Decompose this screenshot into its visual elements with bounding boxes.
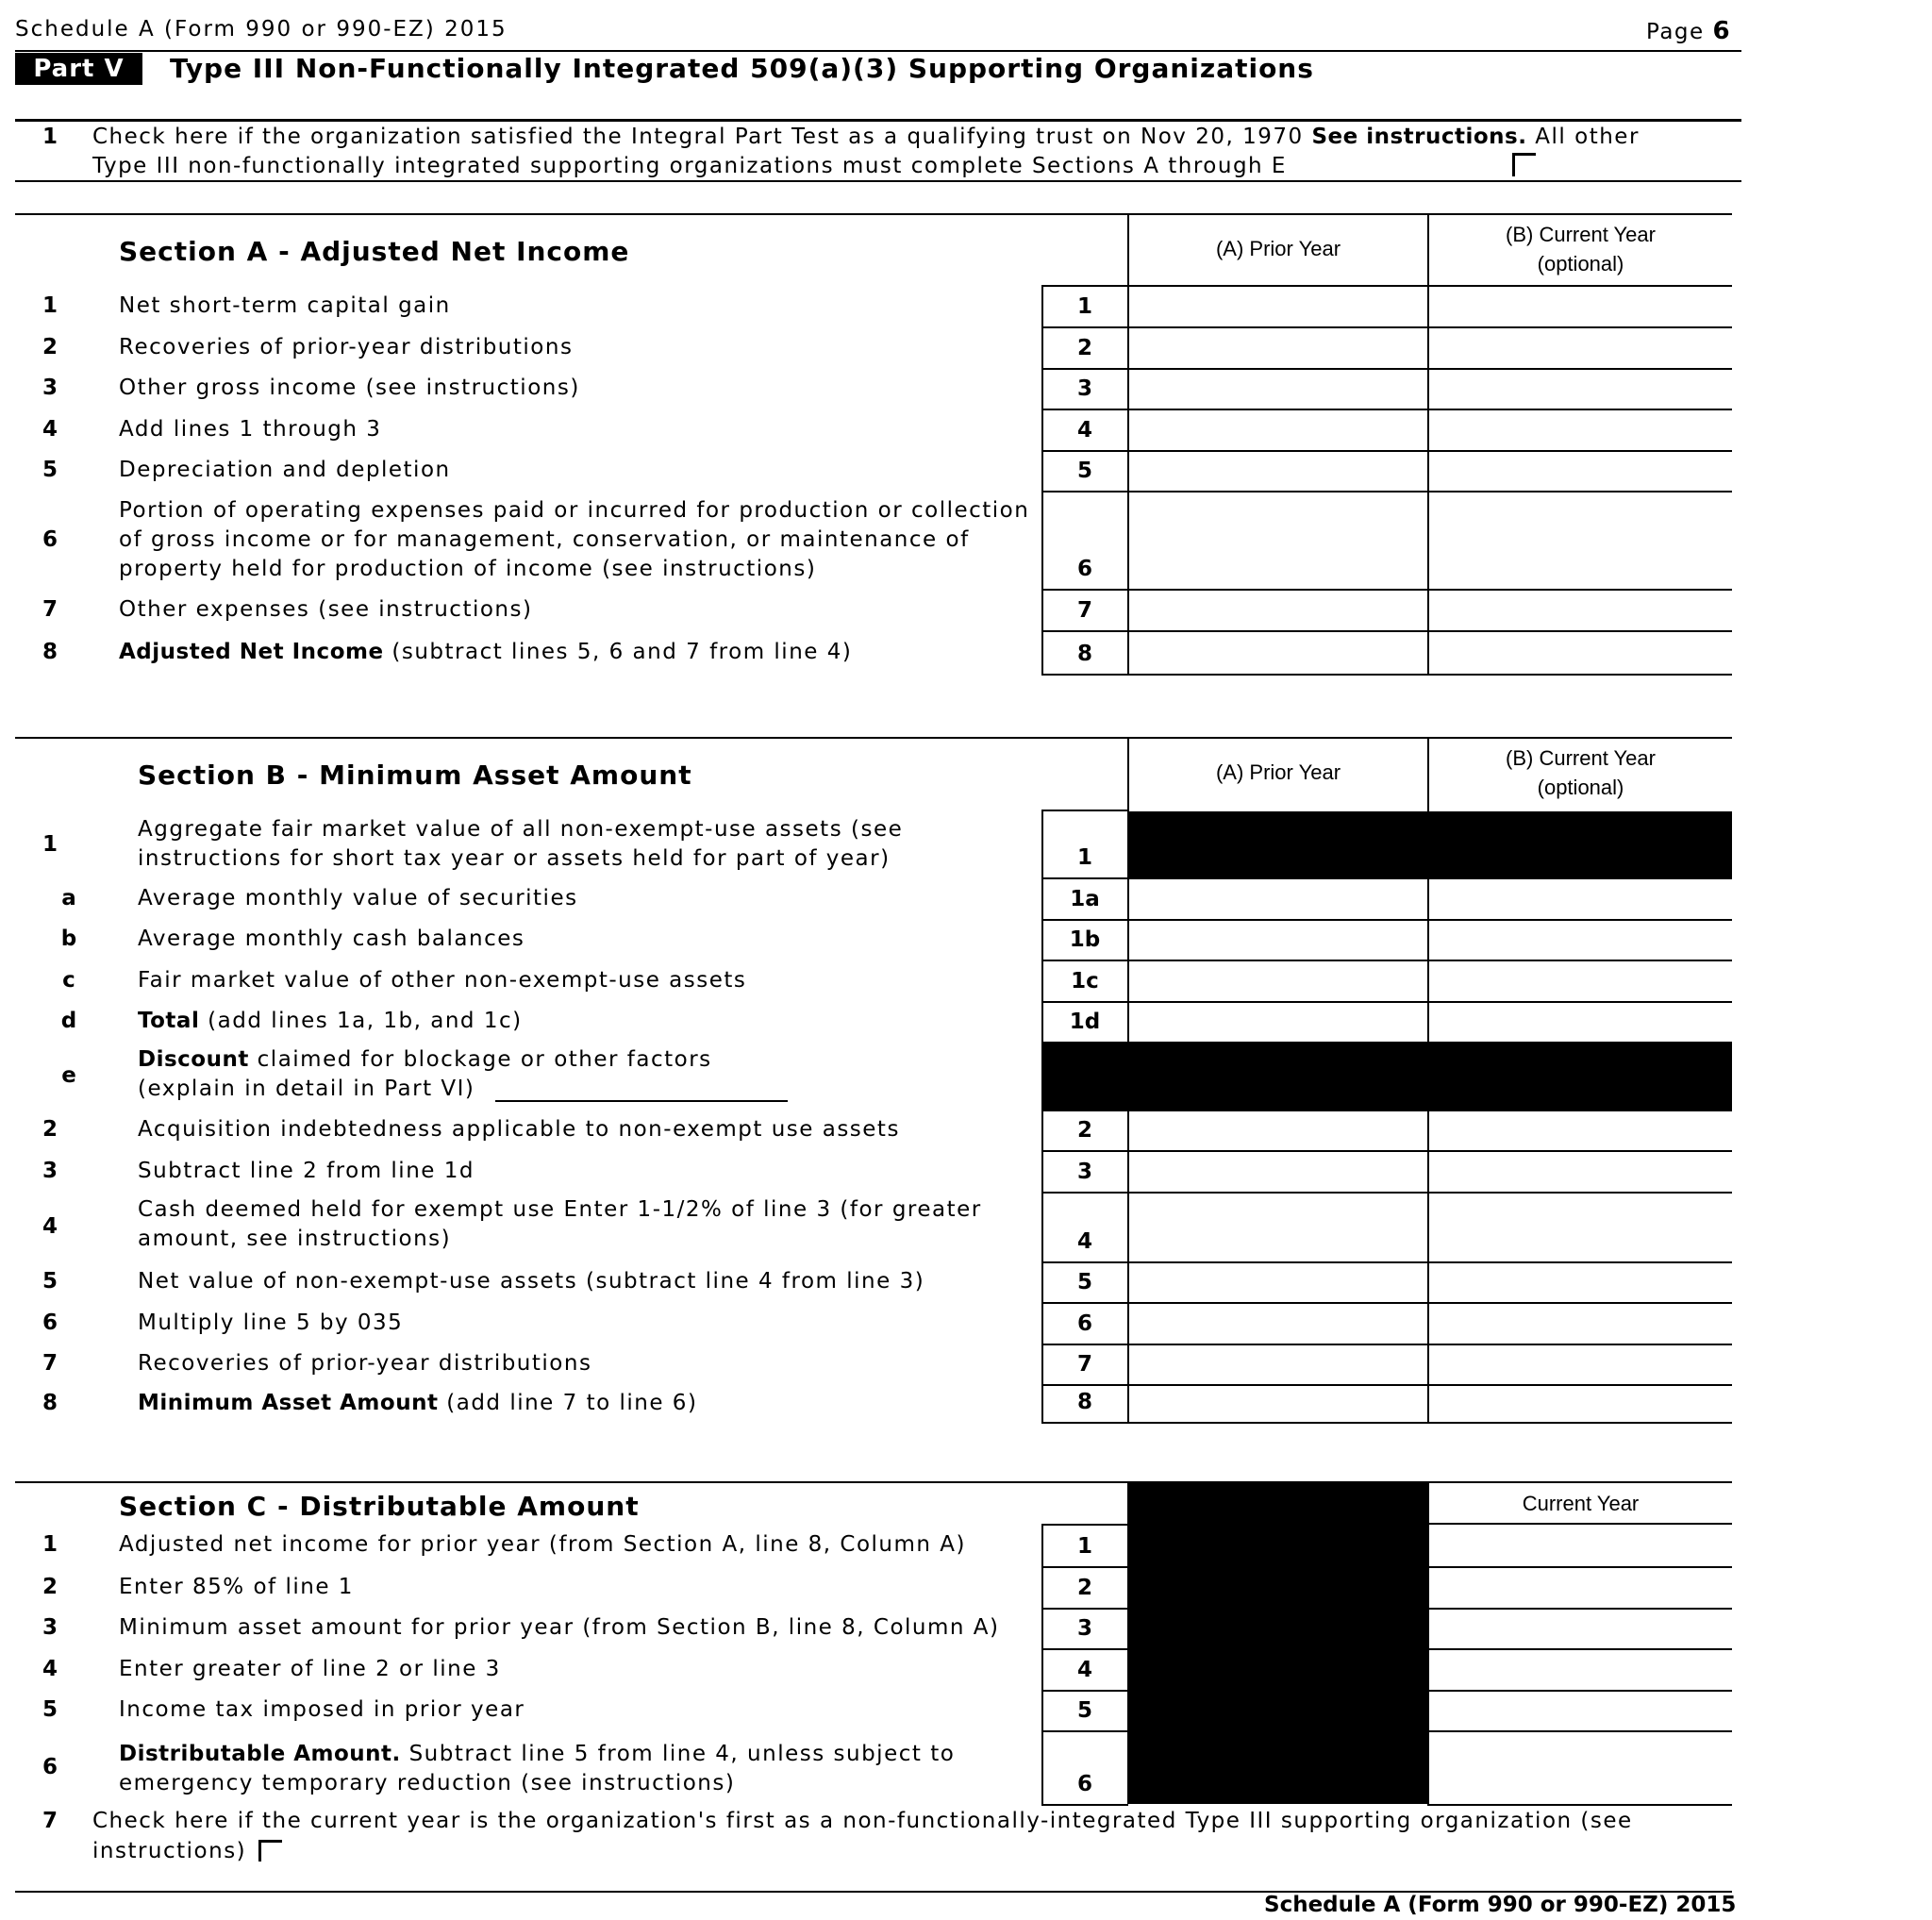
- section-b-line-text: Subtract line 2 from line 1d: [138, 1158, 475, 1183]
- section-a-prior-year-input[interactable]: [1129, 288, 1427, 326]
- section-a-box-number: 1: [1076, 294, 1092, 319]
- section-a-line-number: 5: [42, 458, 58, 482]
- section-a-col-b-header: (B) Current Year: [1506, 223, 1656, 246]
- section-b-line-number: 5: [42, 1269, 58, 1294]
- section-a-current-year-input[interactable]: [1429, 493, 1732, 589]
- section-b-line-text: Average monthly cash balances: [138, 927, 525, 951]
- section-a-row-rule: [1041, 674, 1732, 676]
- section-b-line-number: c: [62, 967, 75, 993]
- section-b-col-b-sub: (optional): [1537, 776, 1624, 799]
- section-b-line-label: [138, 1007, 523, 1036]
- section-b-box-number: 2: [1076, 1118, 1092, 1143]
- section-a-box-number: 7: [1076, 598, 1092, 623]
- section-a-line-number: 2: [42, 334, 58, 359]
- section-b-line-text: Acquisition indebtedness applicable to non-exempt use assets: [138, 1117, 900, 1142]
- section-b-explain-blank[interactable]: [495, 1100, 788, 1102]
- page-number: 6: [1712, 17, 1732, 45]
- section-c-line-label: Minimum asset amount for prior year (from Section B, line 8, Column A): [119, 1615, 1000, 1640]
- section-c-box-rule: [1041, 1690, 1128, 1692]
- section-a-line-label: [119, 595, 532, 625]
- section-b-box-top: [1041, 810, 1128, 811]
- section-c-box-rule: [1041, 1566, 1128, 1568]
- section-b-line-number: d: [60, 1009, 77, 1033]
- section-a-current-year-input[interactable]: [1429, 410, 1732, 450]
- section-a-current-year-input[interactable]: [1429, 591, 1732, 630]
- section-c-box-number: 4: [1076, 1658, 1092, 1682]
- section-c-hdr-bottom: [1427, 1523, 1732, 1525]
- section-a-line-label: [119, 292, 451, 321]
- section-a-hdr-bottom: [1041, 285, 1732, 287]
- section-a-line-text: Add lines 1 through 3: [119, 416, 382, 442]
- section-c-line-number: 4: [42, 1656, 58, 1681]
- section-a-line-number: 8: [42, 639, 58, 664]
- section-a-current-year-input[interactable]: [1429, 452, 1732, 491]
- section-b-box-number: 4: [1076, 1229, 1092, 1254]
- section-c-line-label: Adjusted net income for prior year (from Section A, line 8, Column A): [119, 1532, 967, 1557]
- section-a-current-year-input[interactable]: [1429, 288, 1732, 326]
- section-c-line-text: Subtract line 5 from line 4, unless subject to emergency temporary reduction (see instructions): [119, 1742, 956, 1795]
- section-b-prior-year-input[interactable]: [1129, 1304, 1427, 1344]
- section-c-row-rule: [1427, 1804, 1732, 1806]
- section-b-current-year-input[interactable]: [1429, 1263, 1732, 1302]
- section-b-line-label: [138, 1389, 697, 1418]
- section-b-line-text: claimed for blockage or other factors: [257, 1047, 712, 1072]
- section-b-line-text: (add lines 1a, 1b, and 1c): [208, 1009, 523, 1033]
- section-b-box-number: 1c: [1071, 969, 1099, 993]
- section-b-current-year-input[interactable]: [1429, 1345, 1732, 1384]
- section-a-line-number: 1: [42, 293, 58, 318]
- section-a-line-text: Depreciation and depletion: [119, 458, 451, 482]
- section-c-line7-text: [92, 1807, 1696, 1866]
- section-b-current-year-input[interactable]: [1429, 1003, 1732, 1042]
- section-b-current-year-input[interactable]: [1429, 921, 1732, 960]
- part-title: Type III Non-Functionally Integrated 509(a)(3) Supporting Organizations: [170, 53, 1314, 84]
- section-a-col-b-sub: (optional): [1537, 252, 1624, 275]
- section-c-line-number: 5: [42, 1697, 58, 1722]
- section-a-line-number: 3: [42, 376, 58, 400]
- section-c-line-label: Enter greater of line 2 or line 3: [119, 1656, 501, 1681]
- section-c-box-rule: [1041, 1804, 1128, 1806]
- section-c-line-label: Income tax imposed in prior year: [119, 1697, 525, 1722]
- section-b-line-text: Recoveries of prior-year distributions: [138, 1351, 592, 1376]
- section-c-top-rule: [15, 1481, 1732, 1483]
- section-a-current-year-input[interactable]: [1429, 328, 1732, 368]
- section-b-current-year-input[interactable]: [1429, 1386, 1732, 1422]
- section-b-line-number: 8: [42, 1390, 58, 1415]
- section-b-line-e-text2: (explain in detail in Part VI): [138, 1077, 475, 1101]
- section-c-box-number: 3: [1076, 1616, 1092, 1641]
- section-c-line-number: 1: [42, 1532, 58, 1557]
- section-c-line7-number: 7: [42, 1809, 58, 1833]
- first-year-checkbox[interactable]: [258, 1840, 282, 1862]
- section-c-shaded-col: [1127, 1482, 1427, 1804]
- section-b-prior-year-input[interactable]: [1129, 879, 1427, 919]
- section-b-line-text: Fair market value of other non-exempt-use assets: [138, 967, 747, 993]
- section-b-box-number: 6: [1076, 1311, 1092, 1336]
- section-c-current-year-input[interactable]: [1429, 1610, 1732, 1648]
- section-a-prior-year-input[interactable]: [1129, 328, 1427, 368]
- section-b-line1-shaded: [1127, 811, 1732, 877]
- section-b-line-label: [138, 1309, 403, 1338]
- section-b-line-label: [138, 966, 746, 995]
- section-b-current-year-input[interactable]: [1429, 961, 1732, 1001]
- section-a-line-label: [119, 415, 381, 444]
- section-c-title: Section C - Distributable Amount: [119, 1491, 640, 1522]
- section-c-box-top: [1041, 1524, 1128, 1526]
- section-a-line-number: 7: [42, 596, 58, 622]
- section-b-prior-year-input[interactable]: [1129, 1386, 1427, 1422]
- section-c-box-number: 2: [1076, 1576, 1092, 1600]
- section-c-current-year-input[interactable]: [1429, 1526, 1732, 1566]
- section-a-box-number: 8: [1076, 642, 1092, 666]
- section-a-line-bold: Adjusted Net Income: [119, 639, 384, 664]
- section-b-line-number: 1: [42, 831, 58, 857]
- section-a-line-text: Other expenses (see instructions): [119, 596, 533, 622]
- section-b-line-bold: Total: [138, 1009, 200, 1033]
- section-b-line-text: Average monthly value of securities: [138, 885, 578, 910]
- section-b-line-bold: Minimum Asset Amount: [138, 1390, 439, 1415]
- section-a-prior-year-input[interactable]: [1129, 632, 1427, 674]
- section-b-current-year-input[interactable]: [1429, 1304, 1732, 1344]
- section-c-line-number: 3: [42, 1615, 58, 1640]
- header-rule: [15, 50, 1741, 52]
- section-a-line-label: Portion of operating expenses paid or incurred for production or collection of gross income or for management, conservation, or maintenance of property held for production of income (see instructions): [119, 498, 1030, 581]
- section-c-box-number: 5: [1076, 1698, 1092, 1723]
- section-b-line-number: 6: [42, 1310, 58, 1335]
- section-b-box-number: 7: [1076, 1352, 1092, 1377]
- section-b-line-number: 7: [42, 1351, 58, 1376]
- section-b-line-number: 2: [42, 1117, 58, 1142]
- section-b-box-number: 1a: [1070, 887, 1100, 911]
- section-a-title: Section A - Adjusted Net Income: [119, 236, 630, 267]
- section-c-col-header: Current Year: [1522, 1492, 1640, 1515]
- section-c-current-year-input[interactable]: [1429, 1650, 1732, 1690]
- section-c-current-year-input[interactable]: [1429, 1692, 1732, 1730]
- section-b-line-number: a: [61, 885, 76, 910]
- form-title: Schedule A (Form 990 or 990-EZ) 2015: [15, 17, 508, 42]
- section-b-prior-year-input[interactable]: [1129, 1152, 1427, 1192]
- section-a-prior-year-input[interactable]: [1129, 493, 1427, 589]
- section-b-title: Section B - Minimum Asset Amount: [138, 760, 692, 791]
- section-b-current-year-input[interactable]: [1429, 879, 1732, 919]
- section-b-line-e-explain: [138, 1075, 475, 1104]
- section-b-box-number: 5: [1076, 1270, 1092, 1294]
- section-c-box-number: 1: [1076, 1534, 1092, 1559]
- section-a-line-label: [119, 456, 451, 485]
- section-b-line-label: [138, 884, 578, 913]
- section-c-line-label: Enter 85% of line 1: [119, 1574, 354, 1599]
- section-a-line-text: Net short-term capital gain: [119, 293, 451, 318]
- section-b-line-label: Aggregate fair market value of all non-exempt-use assets (see instructions for short tax year or assets held for part of year): [138, 817, 904, 871]
- section-b-line-text: (add line 7 to line 6): [446, 1390, 698, 1415]
- section-b-line-text: Net value of non-exempt-use assets (subtract line 4 from line 3): [138, 1269, 925, 1294]
- section-a-box-number: 6: [1076, 557, 1092, 581]
- part-label-box: [15, 53, 142, 85]
- section-b-line-number: e: [61, 1062, 76, 1088]
- section-b-line-label: [138, 925, 525, 954]
- section-a-current-year-input[interactable]: [1429, 632, 1732, 674]
- section-a-line-number: 6: [42, 526, 58, 552]
- section-a-box-number: 5: [1076, 459, 1092, 483]
- rule-bottom-line1: [15, 180, 1741, 182]
- section-c-current-year-input[interactable]: [1429, 1732, 1732, 1804]
- section-b-box-number: 1: [1076, 845, 1092, 870]
- section-b-line-number: 3: [42, 1158, 58, 1183]
- section-b-box-number: 8: [1076, 1390, 1092, 1414]
- section-b-col-b-header: (B) Current Year: [1506, 746, 1656, 770]
- section-c-line-label: [119, 1740, 1024, 1798]
- section-b-line-label: [138, 1267, 924, 1296]
- section-b-prior-year-input[interactable]: [1129, 1263, 1427, 1302]
- section-a-line-number: 4: [42, 416, 58, 442]
- section-c-box-rule: [1041, 1730, 1128, 1732]
- section-c-line-number: 6: [42, 1754, 58, 1779]
- section-b-current-year-input[interactable]: [1429, 1152, 1732, 1192]
- section-b-prior-year-input[interactable]: [1129, 1194, 1427, 1261]
- section-a-prior-year-input[interactable]: [1129, 370, 1427, 409]
- section-a-line-text: Recoveries of prior-year distributions: [119, 334, 574, 359]
- section-a-line-label: [119, 374, 580, 403]
- section-b-prior-year-input[interactable]: [1129, 921, 1427, 960]
- line1-number: 1: [42, 125, 58, 149]
- section-c-line-bold: Distributable Amount.: [119, 1742, 401, 1766]
- section-c-box-rule: [1041, 1648, 1128, 1650]
- section-b-line-label: [138, 1349, 591, 1378]
- line1-text-c: Type III non-functionally integrated supporting organizations must complete Sections A through E: [92, 154, 1287, 178]
- section-b-line-text: Multiply line 5 by 035: [138, 1310, 404, 1335]
- section-b-line-e-shaded: [1043, 1043, 1732, 1110]
- section-b-col-a-header: (A) Prior Year: [1215, 760, 1341, 784]
- section-a-line-text: (subtract lines 5, 6 and 7 from line 4): [391, 639, 853, 664]
- section-b-line-label: Cash deemed held for exempt use Enter 1-1/2% of line 3 (for greater amount, see instructions): [138, 1197, 982, 1251]
- section-b-row-rule: [1041, 1042, 1732, 1043]
- section-b-line-label: [138, 1045, 712, 1075]
- section-b-prior-year-input[interactable]: [1129, 1111, 1427, 1150]
- line1-text-b: All other: [1535, 125, 1640, 149]
- section-b-line-number: b: [60, 927, 77, 951]
- section-c-box-number: 6: [1076, 1772, 1092, 1796]
- section-a-box-number: 4: [1076, 418, 1092, 442]
- section-b-top-rule: [15, 737, 1732, 739]
- section-b-line-label: [138, 1157, 475, 1186]
- line1-text-a: Check here if the organization satisfied the Integral Part Test as a qualifying trust on Nov 20, 1970: [92, 125, 1304, 149]
- line1-text: [92, 123, 1640, 152]
- page-indicator: [1646, 17, 1731, 47]
- rule-top-line1: [15, 119, 1741, 122]
- section-c-line7-label: Check here if the current year is the organization's first as a non-functionally-integrated Type III supporting organization (see instructions): [92, 1809, 1633, 1863]
- section-b-line-bold: Discount: [138, 1047, 249, 1072]
- section-a-current-year-input[interactable]: [1429, 370, 1732, 409]
- section-a-line-text: Other gross income (see instructions): [119, 376, 580, 400]
- section-c-current-year-input[interactable]: [1429, 1568, 1732, 1608]
- section-a-col-a-header: (A) Prior Year: [1215, 237, 1341, 260]
- section-b-row-rule: [1041, 1422, 1732, 1424]
- section-c-box-rule: [1041, 1608, 1128, 1610]
- section-a-box-number: 2: [1076, 336, 1092, 360]
- section-b-prior-year-input[interactable]: [1129, 1003, 1427, 1042]
- section-a-box-number: 3: [1076, 376, 1092, 401]
- section-b-prior-year-input[interactable]: [1129, 961, 1427, 1001]
- section-b-current-year-input[interactable]: [1429, 1111, 1732, 1150]
- section-a-line-label: [119, 638, 852, 667]
- footer-form-title: Schedule A (Form 990 or 990-EZ) 2015: [1264, 1893, 1737, 1917]
- section-b-prior-year-input[interactable]: [1129, 1345, 1427, 1384]
- section-b-current-year-input[interactable]: [1429, 1194, 1732, 1261]
- line1-see-instructions: See instructions.: [1311, 125, 1527, 149]
- section-c-line-number: 2: [42, 1574, 58, 1599]
- integral-part-test-checkbox[interactable]: [1512, 153, 1536, 176]
- section-b-line-number: 4: [42, 1213, 58, 1239]
- section-a-top-rule: [15, 213, 1732, 215]
- part-label: Part V: [33, 55, 125, 83]
- section-a-prior-year-input[interactable]: [1129, 410, 1427, 450]
- section-b-box-number: 1b: [1069, 927, 1101, 952]
- section-a-prior-year-input[interactable]: [1129, 591, 1427, 630]
- section-b-line-label: [138, 1115, 900, 1144]
- section-a-line-label: [119, 333, 573, 362]
- page-label: Page: [1646, 20, 1705, 44]
- section-b-box-number: 1d: [1069, 1010, 1101, 1034]
- section-a-prior-year-input[interactable]: [1129, 452, 1427, 491]
- section-b-box-number: 3: [1076, 1160, 1092, 1184]
